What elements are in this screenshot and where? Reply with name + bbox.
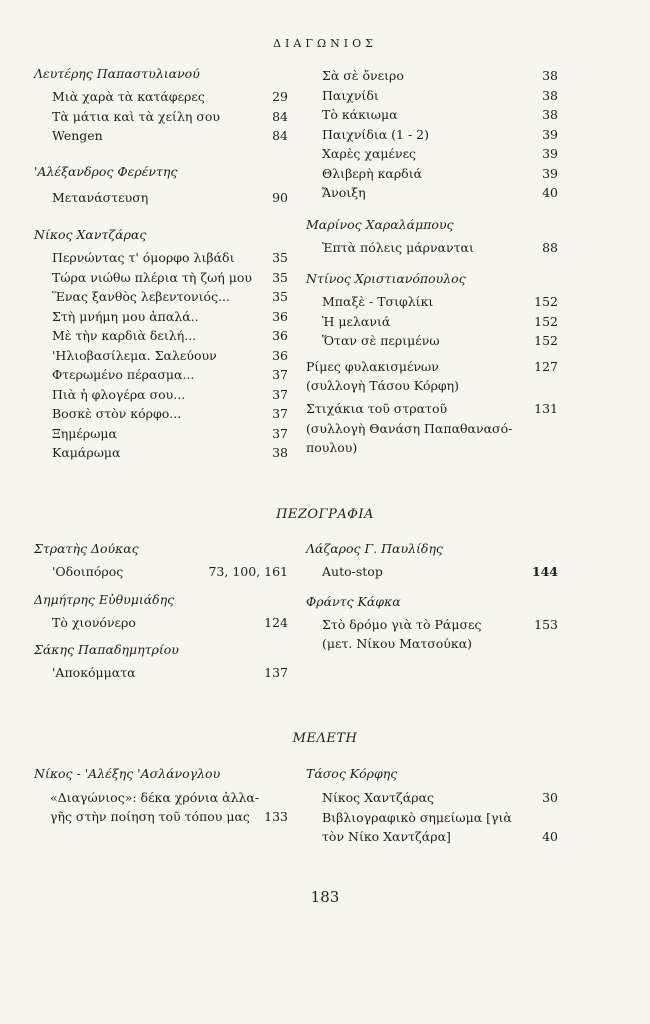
author-name: Δημήτρης Εὐθυμιάδης [34, 591, 175, 607]
author-name: Νίκος Χαντζάρας [34, 227, 147, 242]
author-group [34, 642, 288, 683]
entry-title: Μὲ τὴν καρδιὰ δειλή... [52, 328, 197, 343]
author-group [306, 594, 558, 654]
entry-page: 30 [542, 790, 558, 805]
entry-page: 38 [272, 445, 288, 460]
entry-page: 39 [542, 146, 558, 161]
prose-left-column [34, 541, 288, 697]
entry-page: 137 [264, 665, 288, 680]
entry-title: Πιὰ ἡ φλογέρα σου... [52, 386, 186, 402]
entry-page: 152 [534, 333, 558, 348]
entry-page: 35 [272, 250, 288, 265]
page-number: 183 [310, 888, 340, 906]
author-group [34, 164, 288, 208]
entry-note: (συλλογὴ Θανάση Παπαθανασό- [306, 420, 513, 436]
entry-title: Καμάρωμα [52, 445, 121, 460]
index-entry [34, 126, 288, 146]
index-entry [34, 807, 288, 827]
author-name: 'Αλέξανδρος Φερέντης [34, 163, 178, 179]
prose-right-column [306, 541, 558, 667]
index-entry [306, 827, 558, 847]
entry-title: 'Οδοιπόρος [52, 564, 124, 579]
entry-title: τὸν Νίκο Χαντζάρα] [322, 828, 451, 844]
author-name: Λευτέρης Παπαστυλιανού [34, 66, 200, 81]
entry-page: 40 [542, 828, 558, 844]
index-entry [34, 248, 288, 268]
index-entry [306, 86, 558, 106]
index-entry [306, 292, 558, 312]
entry-title: Τὸ χιονόνερο [52, 614, 136, 630]
author-name: Ντίνος Χριστιανόπουλος [306, 271, 466, 286]
index-entry [34, 87, 288, 107]
entry-page: 127 [534, 358, 558, 374]
entry-title: Παιχνίδια (1 - 2) [322, 126, 429, 142]
entry-page: 38 [542, 87, 558, 103]
index-entry [34, 326, 288, 346]
entry-page: 36 [272, 308, 288, 324]
index-entry [34, 268, 288, 288]
entry-note: (μετ. Νίκου Ματσούκα) [322, 636, 473, 651]
index-entry [34, 307, 288, 327]
entry-title: Βιβλιογραφικὸ σημείωμα [γιὰ [322, 809, 512, 825]
entry-title: Νίκος Χαντζάρας [322, 790, 435, 805]
entry-title: 'Ηλιοβασίλεμα. Σαλεύουν [52, 347, 217, 363]
entry-title: Ἄνοιξη [322, 185, 366, 200]
index-entry [34, 663, 288, 683]
entry-title: Στὸ δρόμο γιὰ τὸ Ράμσες [322, 616, 482, 632]
index-entry [306, 105, 558, 125]
index-entry [306, 615, 558, 635]
author-group [306, 217, 558, 258]
index-entry [34, 443, 288, 463]
index-entry [306, 66, 558, 86]
entry-page: 131 [534, 401, 558, 416]
index-entry [306, 331, 558, 351]
author-name: Στρατὴς Δούκας [34, 541, 139, 556]
index-entry [34, 188, 288, 208]
index-entry [306, 144, 558, 164]
entry-title: γῆς στὴν ποίηση τοῦ τόπου μας [50, 809, 250, 824]
author-name: Λάζαρος Γ. Παυλίδης [306, 541, 443, 556]
index-entry [306, 125, 558, 145]
collection-group [306, 357, 558, 396]
entry-title: Βοσκὲ στὸν κόρφο... [52, 406, 182, 421]
entry-note: πουλου) [306, 439, 358, 455]
entry-page: 29 [272, 89, 288, 104]
entry-page: 152 [534, 313, 558, 329]
index-entry [34, 613, 288, 633]
section-title-prose: ΠΕΖΟΓΡΑΦΙΑ [276, 507, 374, 522]
entry-title: Τὸ κάκιωμα [322, 107, 398, 122]
entry-page: 40 [542, 185, 558, 200]
entry-page: 152 [534, 294, 558, 309]
entry-title: Ρίμες φυλακισμένων [306, 358, 439, 374]
poetry-left-column [34, 66, 288, 477]
collection-group [306, 399, 558, 457]
author-group [306, 541, 558, 582]
index-entry [306, 788, 558, 808]
entry-page: 37 [272, 386, 288, 402]
running-header: ΔΙΑΓΩΝΙΟΣ [273, 37, 377, 50]
entry-title: Wengen [52, 128, 103, 143]
index-entry [34, 424, 288, 444]
entry-page: 144 [531, 564, 558, 579]
entry-page: 90 [272, 189, 288, 205]
study-right-column [306, 766, 558, 846]
index-entry [34, 365, 288, 385]
author-group [34, 66, 288, 146]
entry-title: Μιὰ χαρὰ τὰ κατάφερες [52, 89, 205, 104]
entry-title: Ἡ μελανιά [322, 313, 391, 329]
entry-page: 88 [542, 239, 558, 255]
entry-page: 36 [272, 328, 288, 343]
entry-page: 35 [272, 269, 288, 285]
index-entry [306, 357, 558, 377]
entry-title: Μπαξὲ - Τσιφλίκι [322, 294, 434, 309]
index-entry [306, 562, 558, 582]
entry-title: Στιχάκια τοῦ στρατοῦ [306, 401, 448, 416]
entry-title: Τώρα νιώθω πλέρια τὴ ζωή μου [52, 269, 253, 285]
entry-title: Στὴ μνήμη μου ἀπαλά.. [52, 308, 199, 324]
author-name: Μαρίνος Χαραλάμπους [306, 216, 454, 232]
entry-title: «Διαγώνιος»: δέκα χρόνια ἀλλα- [50, 790, 260, 805]
entry-title: Auto-stop [322, 564, 383, 579]
entry-title: Θλιβερὴ καρδιά [322, 165, 423, 181]
entry-page: 39 [542, 126, 558, 142]
entry-note: (συλλογὴ Τάσου Κόρφη) [306, 378, 460, 393]
entry-title: Παιχνίδι [322, 87, 379, 103]
entry-title: Ἕνας ξανθὸς λεβεντονιός... [52, 289, 230, 304]
entry-title: Ξημέρωμα [52, 425, 117, 441]
entry-title: Χαρὲς χαμένες [322, 146, 417, 161]
entry-page: 35 [272, 289, 288, 304]
index-entry [34, 562, 288, 582]
entry-page: 133 [264, 809, 288, 824]
index-entry [34, 404, 288, 424]
author-name: Σάκης Παπαδημητρίου [34, 642, 179, 657]
entry-title: Σὰ σὲ ὄνειρο [322, 68, 404, 83]
entry-page: 37 [272, 367, 288, 382]
index-entry [306, 312, 558, 332]
index-entry [34, 385, 288, 405]
entry-page: 84 [272, 108, 288, 124]
entry-page: 37 [272, 425, 288, 441]
entry-page: 38 [542, 68, 558, 83]
author-group [34, 541, 288, 582]
author-group [34, 592, 288, 633]
entry-title: Περνώντας τ' όμορφο λιβάδι [52, 250, 235, 265]
entry-title: Μετανάστευση [52, 189, 149, 205]
index-entry [34, 107, 288, 127]
section-title-study: ΜΕΛΕΤΗ [292, 731, 358, 746]
author-name: Νίκος - 'Αλέξης 'Ασλάνογλου [34, 766, 221, 781]
index-entry [306, 399, 558, 419]
entry-title: Φτερωμένο πέρασμα... [52, 367, 195, 382]
index-entry [306, 183, 558, 203]
author-name: Τάσος Κόρφης [306, 766, 398, 781]
author-group [306, 271, 558, 351]
entry-page: 36 [272, 347, 288, 363]
index-entry [306, 164, 558, 184]
entry-page: 37 [272, 406, 288, 421]
author-name: Φράντς Κάφκα [306, 593, 401, 609]
entry-page: 38 [542, 107, 558, 122]
continued-entries [306, 66, 558, 203]
poetry-right-column [306, 66, 558, 471]
entry-page: 73, 100, 161 [208, 564, 288, 579]
entry-title: Ἑπτὰ πόλεις μάρνανται [322, 239, 474, 255]
entry-page: 39 [542, 165, 558, 181]
entry-title: Τὰ μάτια καὶ τὰ χείλη σου [52, 108, 220, 124]
entry-page: 153 [534, 616, 558, 632]
entry-title: 'Αποκόμματα [52, 665, 136, 680]
index-entry [34, 287, 288, 307]
index-entry [306, 238, 558, 258]
author-group [34, 227, 288, 463]
entry-page: 124 [264, 614, 288, 630]
index-entry [34, 346, 288, 366]
entry-page: 84 [272, 128, 288, 143]
study-left-column [34, 766, 288, 827]
entry-title: Ὅταν σὲ περιμένω [322, 333, 440, 348]
